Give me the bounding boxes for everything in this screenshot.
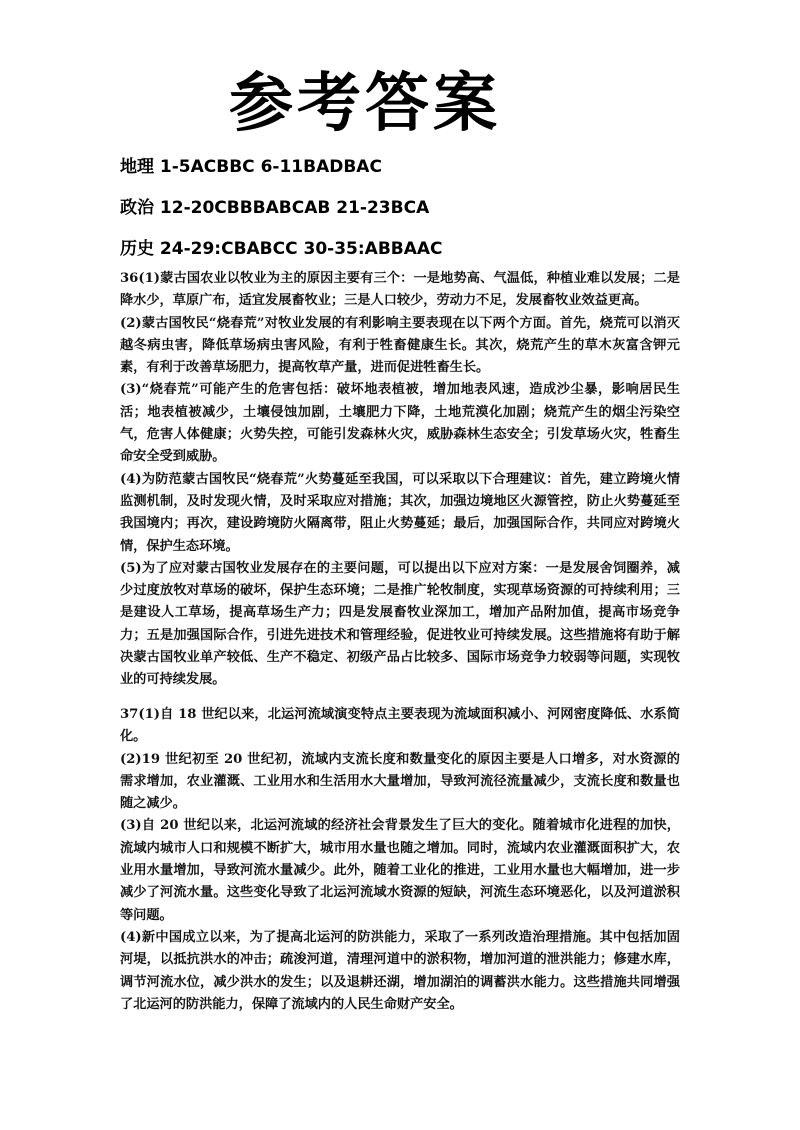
q36-part-4: (4)为防范蒙古国牧民“烧春荒”火势蔓延至我国，可以采取以下合理建议：首先，建立跨境火情监测机制，及时发现火情，及时采取应对措施；其次，加强边境地区火源管控，防止火势蔓延至我国境内；再次，建设跨境防火隔离带，阻止火势蔓延；最后，加强国际合作，共同应对跨境火情，保护生态环境。 xyxy=(120,471,680,554)
q37-part-2: (2)19 世纪初至 20 世纪初，流域内支流长度和数量变化的原因主要是人口增多，对水资源的需求增加，农业灌溉、工业用水和生活用水大量增加，导致河流径流量减少，支流长度和数量也随之减少。 xyxy=(120,751,680,812)
q36-part-2: (2)蒙古国牧民“烧春荒”对牧业发展的有利影响主要表现在以下两个方面。首先，烧荒可以消灭越冬病虫害，降低草场病虫害风险，有利于牲畜健康生长。其次，烧荒产生的草木灰富含钾元素，有利于改善草场肥力，提高牧草产量，进而促进牲畜生长。 xyxy=(120,315,680,376)
q37-part-3: (3)自 20 世纪以来，北运河流域的经济社会背景发生了巨大的变化。随着城市化进程的加快，流域内城市人口和规模不断扩大，城市用水量也随之增加。同时，流域内农业灌溉面积扩大，农业用水量增加，导致河流水量减少。此外，随着工业化的推进，工业用水量也大幅增加，进一步减少了河流水量。这些变化导致了北运河流域水资源的短缺，河流生态环境恶化，以及河道淤积等问题。 xyxy=(120,818,680,923)
question-37-answers xyxy=(120,704,680,1016)
q36-part-3: (3)“烧春荒”可能产生的危害包括：破坏地表植被，增加地表风速，造成沙尘暴，影响居民生活；地表植被减少，土壤侵蚀加剧，土壤肥力下降，土地荒漠化加剧；烧荒产生的烟尘污染空气，危害人体健康；火势失控，可能引发森林火灾，威胁森林生态安全；引发草场火灾，牲畜生命安全受到威胁。 xyxy=(120,382,680,465)
q36-part-1: 36(1)蒙古国农业以牧业为主的原因主要有三个：一是地势高、气温低，种植业难以发展；二是降水少，草原广布，适宜发展畜牧业；三是人口较少，劳动力不足，发展畜牧业效益更高。 xyxy=(120,271,680,309)
q37-part-4: (4)新中国成立以来，为了提高北运河的防洪能力，采取了一系列改造治理措施。其中包括加固河堤，以抵抗洪水的冲击；疏浚河道，清理河道中的淤积物，增加河道的泄洪能力；修建水库，调节河流水位，减少洪水的发生；以及退耕还湖，增加湖泊的调蓄洪水能力。这些措施共同增强了北运河的防洪能力，保障了流域内的人民生命财产安全。 xyxy=(120,929,680,1012)
page-title: 参考答案 xyxy=(229,67,501,141)
politics-answer-key: 政治 12-20CBBBABCAB 21-23BCA xyxy=(120,198,430,218)
question-36-answers xyxy=(120,268,680,692)
geography-answer-key: 地理 1-5ACBBC 6-11BADBAC xyxy=(120,157,382,177)
history-answer-key: 历史 24-29:CBABCC 30-35:ABBAAC xyxy=(120,239,443,259)
q36-part-5: (5)为了应对蒙古国牧业发展存在的主要问题，可以提出以下应对方案：一是发展舍饲圈养，减少过度放牧对草场的破坏，保护生态环境；二是推广轮牧制度，实现草场资源的可持续利用；三是建设人工草场，提高草场生产力；四是发展畜牧业深加工，增加产品附加值，提高市场竞争力；五是加强国际合作，引进先进技术和管理经验，促进牧业可持续发展。这些措施将有助于解决蒙古国牧业单产较低、生产不稳定、初级产品占比较多、国际市场竞争力较弱等问题，实现牧业的可持续发展。 xyxy=(120,560,680,688)
q37-part-1: 37(1)自 18 世纪以来，北运河流域演变特点主要表现为流域面积减小、河网密度降低、水系简化。 xyxy=(120,707,680,745)
